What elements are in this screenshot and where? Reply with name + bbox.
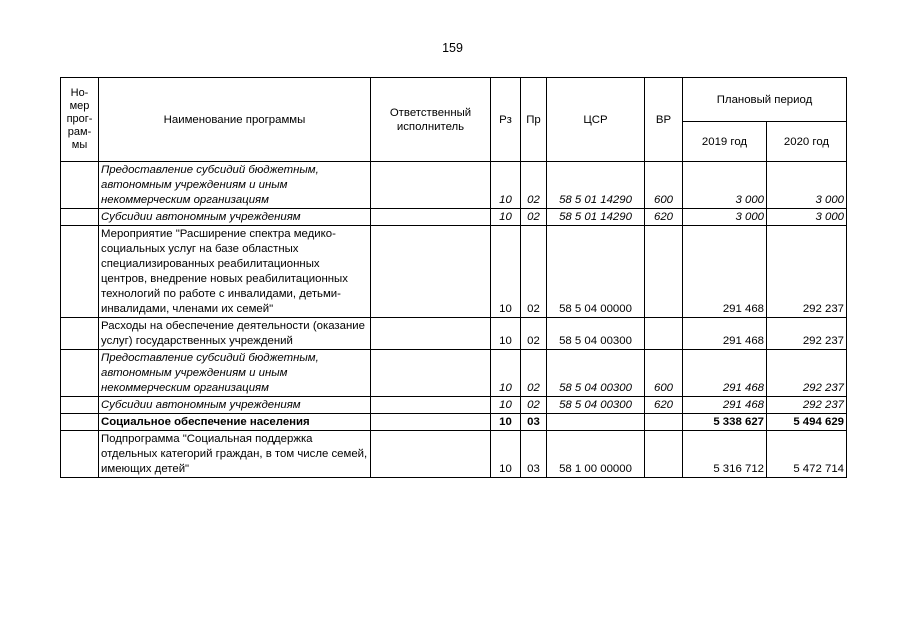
cell-pr: 02 xyxy=(521,209,547,226)
cell-2020: 292 237 xyxy=(767,350,847,397)
header-row-top xyxy=(61,78,847,122)
header-year-2019: 2019 год xyxy=(683,122,767,162)
cell-pr: 02 xyxy=(521,226,547,318)
cell-executor xyxy=(371,431,491,478)
cell-program-name: Расходы на обеспечение деятельности (оказание услуг) государственных учреждений xyxy=(99,318,371,350)
header-planned-period: Плановый период xyxy=(683,78,847,122)
cell-2019: 291 468 xyxy=(683,350,767,397)
cell-2019: 5 316 712 xyxy=(683,431,767,478)
cell-executor xyxy=(371,397,491,414)
cell-2020: 3 000 xyxy=(767,162,847,209)
cell-2020: 5 472 714 xyxy=(767,431,847,478)
cell-executor xyxy=(371,226,491,318)
cell-vr xyxy=(645,431,683,478)
cell-csr: 58 5 04 00000 xyxy=(547,226,645,318)
cell-program-number xyxy=(61,414,99,431)
header-rz: Рз xyxy=(491,78,521,162)
cell-csr: 58 5 04 00300 xyxy=(547,397,645,414)
cell-program-number xyxy=(61,397,99,414)
cell-2019: 3 000 xyxy=(683,162,767,209)
cell-2019: 5 338 627 xyxy=(683,414,767,431)
cell-pr: 03 xyxy=(521,431,547,478)
cell-program-name: Субсидии автономным учреждениям xyxy=(99,397,371,414)
cell-csr: 58 5 01 14290 xyxy=(547,209,645,226)
header-executor: Ответственный исполнитель xyxy=(371,78,491,162)
table-row xyxy=(61,162,847,209)
cell-rz: 10 xyxy=(491,350,521,397)
cell-2020: 292 237 xyxy=(767,318,847,350)
header-vr: ВР xyxy=(645,78,683,162)
cell-csr: 58 5 04 00300 xyxy=(547,318,645,350)
table-body xyxy=(61,162,847,478)
cell-program-number xyxy=(61,431,99,478)
cell-executor xyxy=(371,350,491,397)
cell-2020: 5 494 629 xyxy=(767,414,847,431)
cell-pr: 02 xyxy=(521,162,547,209)
cell-csr: 58 1 00 00000 xyxy=(547,431,645,478)
cell-2020: 292 237 xyxy=(767,397,847,414)
header-program-name: Наименование программы xyxy=(99,78,371,162)
cell-rz: 10 xyxy=(491,162,521,209)
cell-rz: 10 xyxy=(491,226,521,318)
table-row xyxy=(61,431,847,478)
cell-program-name: Субсидии автономным учреждениям xyxy=(99,209,371,226)
cell-rz: 10 xyxy=(491,209,521,226)
table-row xyxy=(61,414,847,431)
cell-csr: 58 5 01 14290 xyxy=(547,162,645,209)
cell-program-name: Предоставление субсидий бюджетным, автономным учреждениям и иным некоммерческим организациям xyxy=(99,350,371,397)
cell-2020: 292 237 xyxy=(767,226,847,318)
cell-vr xyxy=(645,414,683,431)
table-row xyxy=(61,318,847,350)
header-year-2020: 2020 год xyxy=(767,122,847,162)
cell-executor xyxy=(371,209,491,226)
cell-program-name: Мероприятие "Расширение спектра медико-социальных услуг на базе областных специализированных реабилитационных центров, внедрение новых реабилитационных технологий по работе с инвалидами, детьми-инвалидами, членами их семей" xyxy=(99,226,371,318)
cell-executor xyxy=(371,162,491,209)
table-row xyxy=(61,209,847,226)
header-program-number: Но- мер прог- рам- мы xyxy=(61,78,99,162)
cell-executor xyxy=(371,414,491,431)
cell-pr: 02 xyxy=(521,318,547,350)
table-row xyxy=(61,226,847,318)
cell-program-number xyxy=(61,162,99,209)
cell-program-name: Социальное обеспечение населения xyxy=(99,414,371,431)
budget-table xyxy=(60,77,847,478)
cell-rz: 10 xyxy=(491,431,521,478)
header-pr: Пр xyxy=(521,78,547,162)
cell-program-number xyxy=(61,226,99,318)
cell-csr xyxy=(547,414,645,431)
cell-executor xyxy=(371,318,491,350)
table-row xyxy=(61,397,847,414)
cell-vr xyxy=(645,318,683,350)
cell-2019: 3 000 xyxy=(683,209,767,226)
cell-program-number xyxy=(61,350,99,397)
page-number: 159 xyxy=(442,41,463,55)
cell-csr: 58 5 04 00300 xyxy=(547,350,645,397)
table-row xyxy=(61,350,847,397)
cell-vr xyxy=(645,226,683,318)
cell-rz: 10 xyxy=(491,397,521,414)
cell-program-number xyxy=(61,318,99,350)
cell-rz: 10 xyxy=(491,318,521,350)
cell-pr: 03 xyxy=(521,414,547,431)
cell-vr: 600 xyxy=(645,350,683,397)
cell-pr: 02 xyxy=(521,397,547,414)
cell-2019: 291 468 xyxy=(683,226,767,318)
cell-2019: 291 468 xyxy=(683,318,767,350)
cell-2020: 3 000 xyxy=(767,209,847,226)
cell-rz: 10 xyxy=(491,414,521,431)
cell-2019: 291 468 xyxy=(683,397,767,414)
cell-program-name: Предоставление субсидий бюджетным, автономным учреждениям и иным некоммерческим организациям xyxy=(99,162,371,209)
cell-program-number xyxy=(61,209,99,226)
cell-vr: 620 xyxy=(645,209,683,226)
cell-vr: 620 xyxy=(645,397,683,414)
cell-pr: 02 xyxy=(521,350,547,397)
cell-vr: 600 xyxy=(645,162,683,209)
cell-program-name: Подпрограмма "Социальная поддержка отдельных категорий граждан, в том числе семей, имеющих детей" xyxy=(99,431,371,478)
header-csr: ЦСР xyxy=(547,78,645,162)
